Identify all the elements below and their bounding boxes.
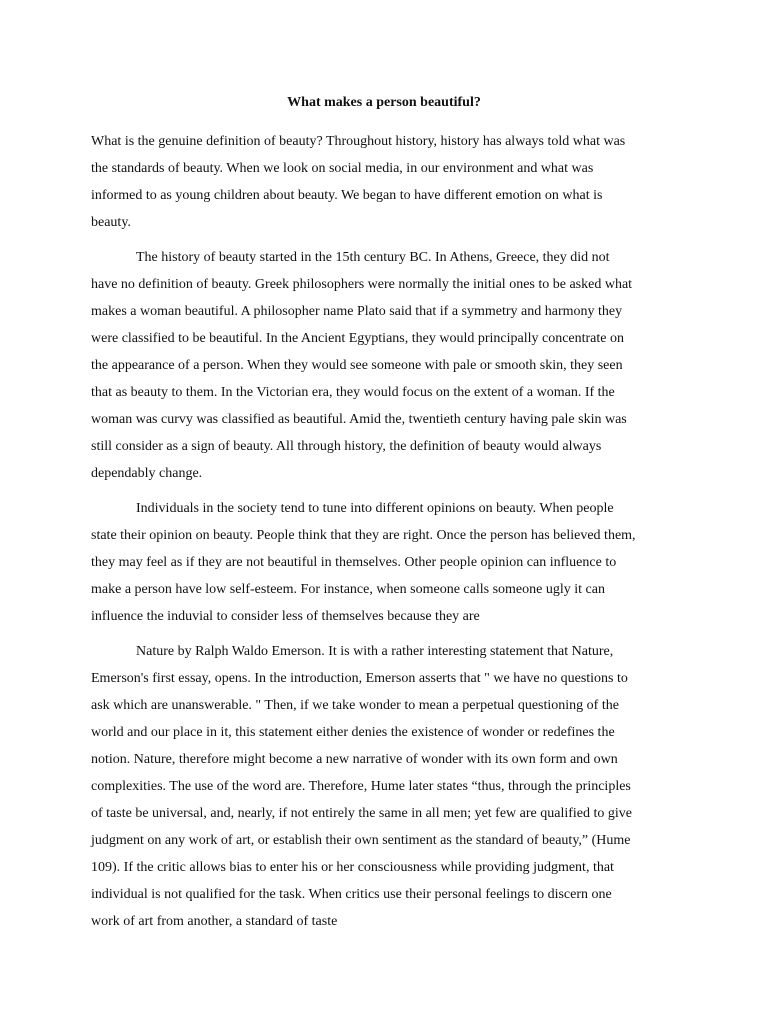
document-title: What makes a person beautiful? — [287, 95, 481, 110]
text-line: world and our place in it, this statement either denies the existence of wonder or redefines the — [91, 725, 615, 740]
text-line: state their opinion on beauty. People think that they are right. Once the person has believed them, — [91, 528, 636, 543]
paragraph-2 — [91, 244, 691, 487]
text-line: woman was curvy was classified as beautiful. Amid the, twentieth century having pale skin was — [91, 412, 627, 427]
text-line: of taste be universal, and, nearly, if not entirely the same in all men; yet few are qualified to give — [91, 806, 633, 821]
text-line: individual is not qualified for the task. When critics use their personal feelings to discern one — [91, 887, 612, 902]
text-line: ask which are unanswerable. " Then, if we take wonder to mean a perpetual questioning of the — [91, 698, 619, 713]
text-line: still consider as a sign of beauty. All through history, the definition of beauty would always — [91, 439, 602, 454]
text-line: The history of beauty started in the 15th century BC. In Athens, Greece, they did not — [136, 250, 610, 265]
text-line: that as beauty to them. In the Victorian era, they would focus on the extent of a woman. If the — [91, 385, 615, 400]
text-line: Nature by Ralph Waldo Emerson. It is with a rather interesting statement that Nature, — [136, 644, 614, 659]
text-line: Individuals in the society tend to tune into different opinions on beauty. When people — [136, 501, 614, 516]
text-line: influence the induvial to consider less of themselves because they are — [91, 609, 480, 624]
text-line: 109). If the critic allows bias to enter his or her consciousness while providing judgment, that — [91, 860, 614, 875]
text-line: informed to as young children about beauty. We began to have different emotion on what is — [91, 188, 603, 203]
paragraph-1 — [91, 128, 691, 236]
text-line: makes a woman beautiful. A philosopher name Plato said that if a symmetry and harmony they — [91, 304, 623, 319]
text-line: Emerson's first essay, opens. In the introduction, Emerson asserts that " we have no questions to — [91, 671, 628, 686]
text-line: complexities. The use of the word are. Therefore, Hume later states “thus, through the principles — [91, 779, 631, 794]
text-line: notion. Nature, therefore might become a new narrative of wonder with its own form and own — [91, 752, 618, 767]
text-line: they may feel as if they are not beautiful in themselves. Other people opinion can influence to — [91, 555, 617, 570]
paragraph-4 — [91, 638, 691, 935]
text-line: were classified to be beautiful. In the Ancient Egyptians, they would principally concentrate on — [91, 331, 624, 346]
text-line: make a person have low self-esteem. For instance, when someone calls someone ugly it can — [91, 582, 605, 597]
paragraph-3 — [91, 495, 691, 630]
text-line: the appearance of a person. When they would see someone with pale or smooth skin, they seen — [91, 358, 623, 373]
text-line: work of art from another, a standard of taste — [91, 914, 338, 929]
text-line: What is the genuine definition of beauty? Throughout history, history has always told what was — [91, 134, 626, 149]
text-line: beauty. — [91, 215, 131, 230]
text-line: judgment on any work of art, or establish their own sentiment as the standard of beauty,” (Hume — [91, 833, 631, 848]
text-line: the standards of beauty. When we look on social media, in our environment and what was — [91, 161, 594, 176]
document-body — [91, 128, 691, 943]
text-line: dependably change. — [91, 466, 203, 481]
text-line: have no definition of beauty. Greek philosophers were normally the initial ones to be asked what — [91, 277, 633, 292]
